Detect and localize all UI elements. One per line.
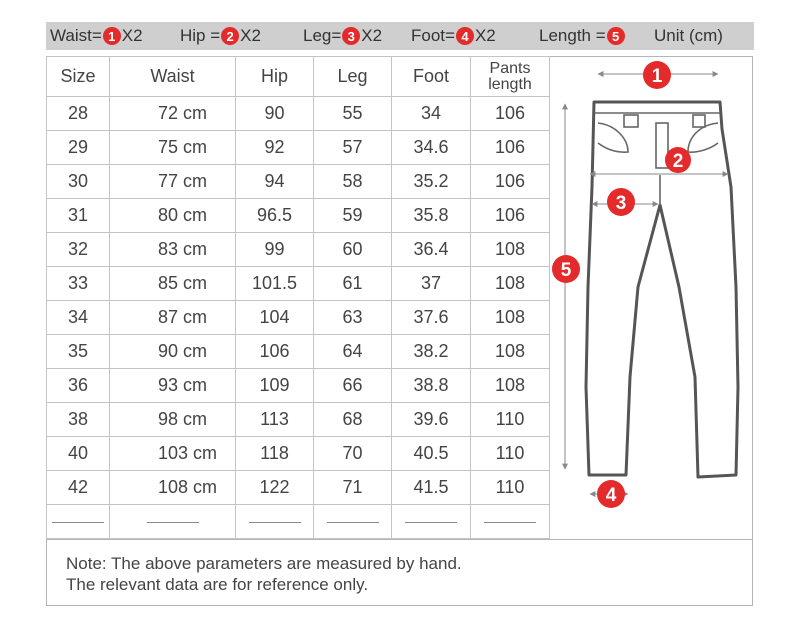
cell-size: 31	[47, 199, 110, 233]
cell-hip: 109	[236, 369, 314, 403]
table-row	[47, 403, 550, 437]
table-row	[47, 437, 550, 471]
cell-waist: 90 cm	[110, 335, 236, 369]
svg-text:4: 4	[605, 485, 617, 506]
cell-blank	[47, 505, 110, 539]
cell-size: 34	[47, 301, 110, 335]
cell-length: 106	[471, 165, 550, 199]
cell-size: 42	[47, 471, 110, 505]
cell-foot: 38.2	[392, 335, 471, 369]
table-row	[47, 131, 550, 165]
cell-hip: 122	[236, 471, 314, 505]
measurement-legend-bar	[46, 22, 754, 50]
cell-size: 36	[47, 369, 110, 403]
cell-foot: 34.6	[392, 131, 471, 165]
legend-leg	[303, 22, 382, 50]
cell-length: 106	[471, 199, 550, 233]
cell-leg: 68	[314, 403, 392, 437]
cell-waist: 83 cm	[110, 233, 236, 267]
legend-leg-mult: X2	[361, 26, 383, 45]
cell-size: 30	[47, 165, 110, 199]
cell-leg: 57	[314, 131, 392, 165]
note-block	[66, 553, 462, 595]
cell-leg: 55	[314, 97, 392, 131]
note-line-1: Note: The above parameters are measured by hand.	[66, 554, 462, 573]
cell-hip: 90	[236, 97, 314, 131]
legend-foot	[411, 22, 496, 50]
size-table	[46, 56, 550, 539]
cell-leg: 58	[314, 165, 392, 199]
cell-length: 110	[471, 437, 550, 471]
cell-size: 40	[47, 437, 110, 471]
cell-foot: 37.6	[392, 301, 471, 335]
belt-loop-left	[624, 115, 638, 127]
marker-2-icon	[665, 147, 691, 173]
cell-foot: 40.5	[392, 437, 471, 471]
svg-text:1: 1	[651, 66, 663, 87]
cell-hip: 92	[236, 131, 314, 165]
size-table-body	[47, 97, 550, 539]
col-length-header-line2: length	[488, 75, 532, 93]
legend-foot-mult: X2	[474, 26, 496, 45]
note-line-2: The relevant data are for reference only.	[66, 575, 369, 594]
legend-length	[539, 22, 626, 50]
table-row	[47, 165, 550, 199]
legend-waist-label: Waist=	[50, 26, 102, 45]
cell-leg: 61	[314, 267, 392, 301]
cell-foot: 39.6	[392, 403, 471, 437]
cell-waist: 80 cm	[110, 199, 236, 233]
table-row	[47, 335, 550, 369]
cell-waist: 75 cm	[110, 131, 236, 165]
belt-loop-right	[693, 115, 705, 127]
legend-length-label: Length =	[539, 26, 606, 45]
cell-length: 108	[471, 267, 550, 301]
cell-size: 29	[47, 131, 110, 165]
pants-outline-icon	[586, 102, 738, 477]
cell-leg: 71	[314, 471, 392, 505]
cell-waist: 108 cm	[110, 471, 236, 505]
marker-1-icon	[643, 61, 671, 89]
cell-hip: 101.5	[236, 267, 314, 301]
cell-foot: 34	[392, 97, 471, 131]
pants-diagram	[548, 57, 752, 537]
cell-blank	[471, 505, 550, 539]
svg-text:5: 5	[560, 260, 572, 281]
marker-3-icon	[607, 188, 635, 216]
cell-length: 110	[471, 471, 550, 505]
cell-foot: 38.8	[392, 369, 471, 403]
cell-hip: 94	[236, 165, 314, 199]
table-row	[47, 301, 550, 335]
blank-dash	[405, 522, 457, 523]
blank-dash	[327, 522, 379, 523]
marker-4-icon	[597, 480, 625, 508]
legend-leg-label: Leg=	[303, 26, 342, 45]
cell-waist: 72 cm	[110, 97, 236, 131]
legend-hip	[180, 22, 261, 50]
col-length-header-line1: Pants	[489, 59, 531, 77]
cell-hip: 99	[236, 233, 314, 267]
cell-foot: 41.5	[392, 471, 471, 505]
blank-dash	[484, 522, 536, 523]
cell-hip: 113	[236, 403, 314, 437]
col-size-header: Size	[47, 57, 110, 97]
cell-foot: 36.4	[392, 233, 471, 267]
table-row	[47, 471, 550, 505]
blank-dash	[249, 522, 301, 523]
unit-label: Unit (cm)	[654, 26, 723, 45]
col-length-header	[471, 57, 550, 97]
cell-foot: 37	[392, 267, 471, 301]
cell-leg: 70	[314, 437, 392, 471]
legend-waist	[50, 22, 143, 50]
cell-waist: 77 cm	[110, 165, 236, 199]
cell-hip: 96.5	[236, 199, 314, 233]
cell-waist: 93 cm	[110, 369, 236, 403]
table-header-row	[47, 57, 550, 97]
table-row	[47, 369, 550, 403]
table-row	[47, 233, 550, 267]
cell-leg: 63	[314, 301, 392, 335]
cell-waist: 103 cm	[110, 437, 236, 471]
legend-waist-mult: X2	[121, 26, 143, 45]
cell-waist: 87 cm	[110, 301, 236, 335]
svg-text:3: 3	[615, 193, 627, 214]
marker-4-badge: 4	[456, 27, 474, 45]
cell-size: 38	[47, 403, 110, 437]
legend-unit	[654, 22, 723, 50]
cell-size: 35	[47, 335, 110, 369]
table-row	[47, 97, 550, 131]
cell-length: 108	[471, 335, 550, 369]
cell-hip: 104	[236, 301, 314, 335]
cell-blank	[314, 505, 392, 539]
cell-length: 110	[471, 403, 550, 437]
cell-length: 108	[471, 233, 550, 267]
cell-waist: 98 cm	[110, 403, 236, 437]
cell-leg: 64	[314, 335, 392, 369]
cell-leg: 66	[314, 369, 392, 403]
cell-length: 106	[471, 131, 550, 165]
cell-hip: 106	[236, 335, 314, 369]
cell-length: 108	[471, 301, 550, 335]
marker-1-badge: 1	[103, 27, 121, 45]
cell-foot: 35.2	[392, 165, 471, 199]
svg-text:2: 2	[672, 151, 684, 172]
cell-foot: 35.8	[392, 199, 471, 233]
note-divider	[46, 539, 753, 540]
cell-length: 106	[471, 97, 550, 131]
col-leg-header: Leg	[314, 57, 392, 97]
cell-size: 33	[47, 267, 110, 301]
marker-5-badge: 5	[607, 27, 625, 45]
cell-size: 28	[47, 97, 110, 131]
marker-2-badge: 2	[221, 27, 239, 45]
marker-3-badge: 3	[342, 27, 360, 45]
col-foot-header: Foot	[392, 57, 471, 97]
cell-length: 108	[471, 369, 550, 403]
col-waist-header: Waist	[110, 57, 236, 97]
blank-dash	[147, 522, 199, 523]
legend-hip-label: Hip =	[180, 26, 221, 45]
blank-dash	[52, 522, 104, 523]
table-row	[47, 267, 550, 301]
legend-hip-mult: X2	[240, 26, 261, 45]
cell-leg: 59	[314, 199, 392, 233]
cell-hip: 118	[236, 437, 314, 471]
marker-5-icon	[552, 255, 580, 283]
cell-blank	[236, 505, 314, 539]
cell-leg: 60	[314, 233, 392, 267]
table-row	[47, 199, 550, 233]
cell-size: 32	[47, 233, 110, 267]
col-hip-header: Hip	[236, 57, 314, 97]
cell-blank	[110, 505, 236, 539]
cell-blank	[392, 505, 471, 539]
cell-waist: 85 cm	[110, 267, 236, 301]
legend-foot-label: Foot=	[411, 26, 455, 45]
table-row-blank	[47, 505, 550, 539]
